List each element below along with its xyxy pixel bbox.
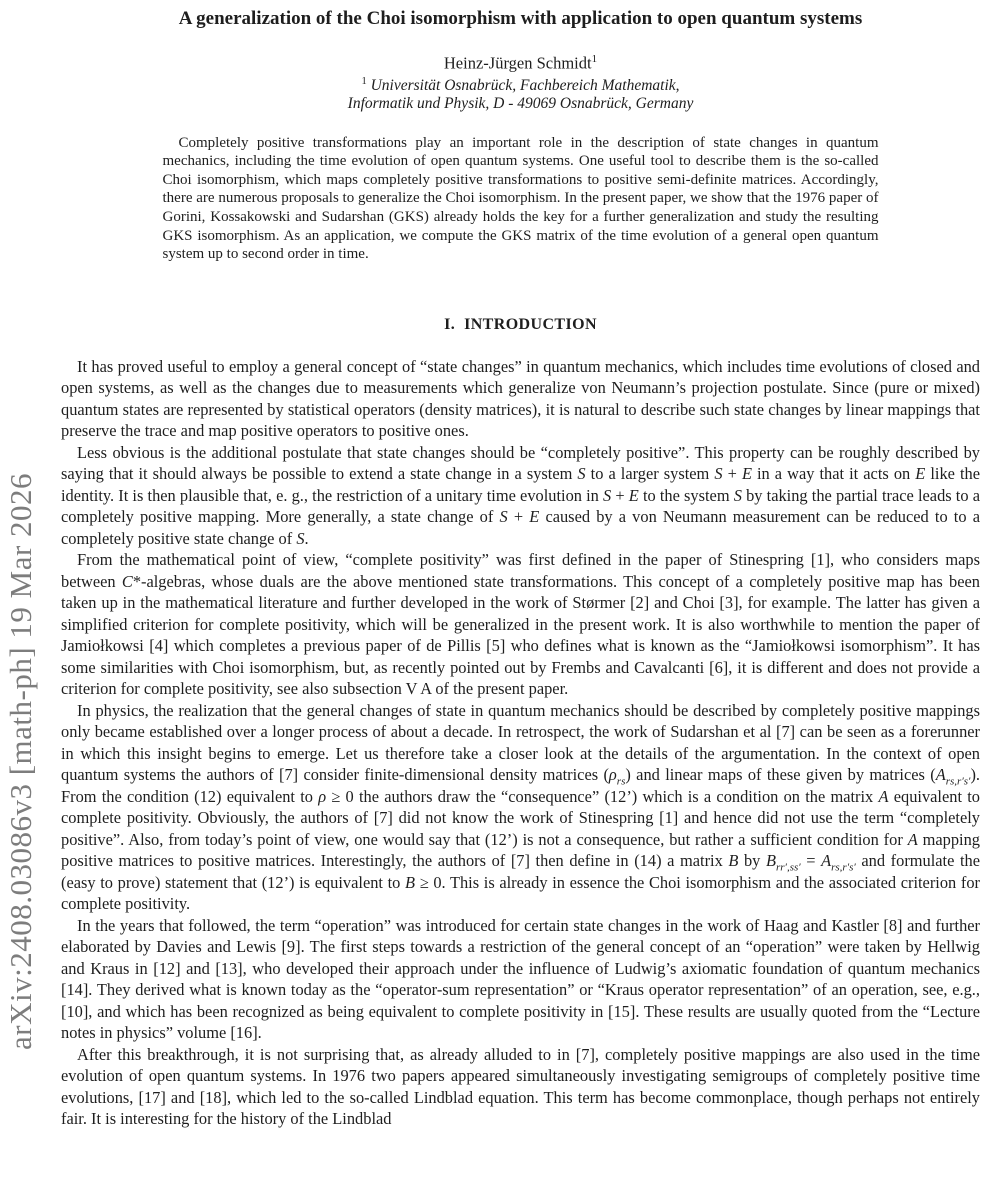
affiliation-line-2: Informatik und Physik, D - 49069 Osnabrück, Germany bbox=[347, 94, 694, 112]
author-name: Heinz-Jürgen Schmidt bbox=[443, 53, 592, 73]
paragraph: After this breakthrough, it is not surprising that, as already alluded to in [7], completely positive mappings are also used in the time evolution of open quantum systems. In 1976 two papers appeared simultaneously investigating semigroups of completely positive time evolutions, [17] and [18], which led to the so-called Lindblad equation. This term has become commonplace, though perhaps not entirely fair. It is interesting for the history of the Lindblad bbox=[61, 1044, 980, 1129]
section-number: I. bbox=[444, 315, 456, 333]
paragraph: In physics, the realization that the general changes of state in quantum mechanics should be described by completely positive mappings only became established over a longer process of about a decade. In retrospect, the work of Sudarshan et al [7] can be seen as a forerunner in which this insight begins to emerge. Let us therefore take a closer look at the details of the argumentation. In the context of open quantum systems the authors of [7] consider finite-dimensional density matrices $(\rho_{rs})$ and linear maps of these given by matrices $(A_{rs,r's'})$. From the condition (12) equivalent to ρ ≥ 0 the authors draw the “consequence” (12’) which is a condition on the matrix A equivalent to complete positivity. Obviously, the authors of [7] did not know the work of Stinespring [1] and hence did not use the term “completely positive”. Also, from today’s point of view, one would say that (12’) is not a consequence, but rather a sufficient condition for A mapping positive matrices to positive matrices. Interestingly, the authors of [7] then define in (14) a matrix B by $B_{rr',ss'} = A_{rs,r's'}$ and formulate the (easy to prove) statement that (12’) is equivalent to B ≥ 0. This is already in essence the Choi isomorphism and the associated criterion for complete positivity. bbox=[61, 700, 980, 914]
introduction-body bbox=[61, 356, 980, 1130]
author-line bbox=[61, 50, 980, 73]
section-heading bbox=[61, 316, 980, 334]
affiliation-text-1: Universität Osnabrück, Fachbereich Mathematik, bbox=[370, 76, 680, 94]
section-title: INTRODUCTION bbox=[464, 315, 597, 333]
arxiv-watermark: arXiv:2408.03086v3 [math-ph] 19 Mar 2026 bbox=[3, 472, 38, 1050]
paragraph: In the years that followed, the term “operation” was introduced for certain state changes in the work of Haag and Kastler [8] and further elaborated by Davies and Lewis [9]. The first steps towards a restriction of the general concept of an “operation” were taken by Hellwig and Kraus in [12] and [13], who developed their approach under the influence of Ludwig’s axiomatic foundation of quantum mechanics [14]. They derived what is known today as the “operator-sum representation” or “Kraus operator representation” of an operation, see, e.g., [10], and which has been recognized as being equivalent to complete positivity in [15]. These results are usually quoted from the “Lecture notes in physics” volume [16]. bbox=[61, 915, 980, 1043]
paragraph: Less obvious is the additional postulate that state changes should be “completely positive”. This property can be roughly described by saying that it should always be possible to extend a state change in a system S to a larger system S + E in a way that it acts on E like the identity. It is then plausible that, e. g., the restriction of a unitary time evolution in S + E to the system S by taking the partial trace leads to a completely positive mapping. More generally, a state change of S + E caused by a von Neumann measurement can be reduced to to a completely positive state change of S. bbox=[61, 442, 980, 548]
paper-content bbox=[61, 0, 980, 1130]
affiliation-line-1 bbox=[61, 73, 980, 95]
author-footnote-marker: 1 bbox=[591, 53, 598, 65]
paragraph: It has proved useful to employ a general concept of “state changes” in quantum mechanics, which includes time evolutions of closed and open systems, as well as the changes due to measurements which generalize von Neumann’s projection postulate. Since (pure or mixed) quantum states are represented by statistical operators (density matrices), it is natural to describe such state changes by linear mappings that preserve the trace and map positive operators to positive ones. bbox=[61, 356, 980, 441]
paragraph: From the mathematical point of view, “complete positivity” was first defined in the paper of Stinespring [1], who considers maps between C*-algebras, whose duals are the above mentioned state transformations. This concept of a completely positive map has been taken up in the mathematical literature and further developed in the work of Størmer [2] and Choi [3], for example. The latter has given a simplified criterion for complete positivity, which will be generalized in the present work. It is also worthwhile to mention the paper of Jamiołkowsi [4] which completes a previous paper of de Pillis [5] who defines what is known as the “Jamiołkowsi isomorphism”. It has some similarities with Choi isomorphism, but, as recently pointed out by Frembs and Cavalcanti [6], it is different and does not provide a criterion for complete positivity, see also subsection V A of the present paper. bbox=[61, 550, 980, 699]
paper-title: A generalization of the Choi isomorphism with application to open quantum systems bbox=[178, 8, 863, 29]
abstract: Completely positive transformations play an important role in the description of state changes in quantum mechanics, including the time evolution of open quantum systems. One useful tool to describe them is the so-called Choi isomorphism, which maps completely positive transformations to positive semi-definite matrices. Accordingly, there are numerous proposals to generalize the Choi isomorphism. In the present paper, we show that the 1976 paper of Gorini, Kossakowski and Sudarshan (GKS) already holds the key for a further generalization and study the resulting GKS isomorphism. As an application, we compute the GKS matrix of the time evolution of a general open quantum system up to second order in time. bbox=[162, 134, 879, 263]
affiliation-footnote-marker: 1 bbox=[361, 75, 367, 87]
